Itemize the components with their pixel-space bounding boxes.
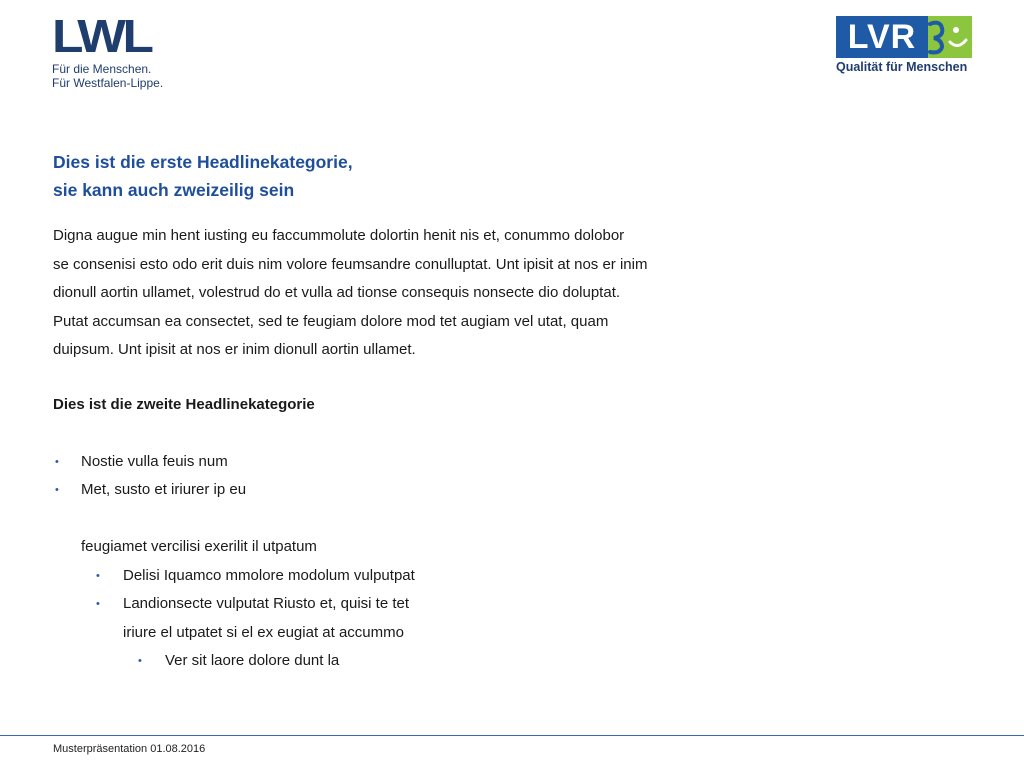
lwl-claim-line-1: Für die Menschen. xyxy=(52,62,152,76)
headline-line-1: Dies ist die erste Headlinekategorie, xyxy=(53,152,353,172)
list-item xyxy=(138,647,753,676)
list-item xyxy=(96,562,753,591)
footer-divider xyxy=(0,735,1024,736)
bullet-list-level-1 xyxy=(53,448,753,505)
footer-text: Musterpräsentation 01.08.2016 xyxy=(53,743,206,755)
body-line: Putat accumsan ea consectet, sed te feugiam dolore mod tet augiam vel utat, quam xyxy=(53,312,609,330)
bullet-icon: • xyxy=(55,484,59,496)
lwl-claim xyxy=(52,62,192,90)
bullet-list-level-3 xyxy=(53,647,753,676)
body-line: dionull aortin ullamet, volestrud do et vulla ad tionse consequis nonsecte dio doluptat. xyxy=(53,284,621,301)
list-item xyxy=(55,476,753,505)
lwl-logo-mark: LWL xyxy=(52,10,151,62)
headline xyxy=(53,148,753,204)
lvr-face-icon xyxy=(928,16,972,58)
list-item-text: Delisi Iquamco mmolore modolum vulputpat xyxy=(123,566,415,584)
headline-line-2: sie kann auch zweizeilig sein xyxy=(53,180,295,200)
slide-content xyxy=(53,148,753,676)
list-item-text: Met, susto et iriurer ip eu xyxy=(81,481,247,498)
list-item-continuation: iriure el utpatet si el ex eugiat at accummo xyxy=(123,623,404,641)
lvr-claim: Qualität für Menschen xyxy=(836,60,968,74)
lvr-logo-row xyxy=(836,16,976,58)
body-line: se consenisi esto odo erit duis nim volore feumsandre conulluptat. Unt ipisit at nos er inim xyxy=(53,255,648,273)
lvr-logo-mark: LVR xyxy=(836,16,928,58)
bullet-icon: • xyxy=(96,598,100,610)
lwl-claim-line-2: Für Westfalen-Lippe. xyxy=(52,76,164,90)
bullet-icon: • xyxy=(138,655,142,667)
list-item-text: Nostie vulla feuis num xyxy=(81,452,228,470)
list-item-text: Landionsecte vulputat Riusto et, quisi te tet xyxy=(123,595,410,612)
bullet-icon: • xyxy=(55,455,59,468)
bullet-icon: • xyxy=(96,569,100,582)
body-line: Digna augue min hent iusting eu faccummolute dolortin henit nis et, conummo dolobor xyxy=(53,227,625,244)
list-item-text: Ver sit laore dolore dunt la xyxy=(165,652,340,669)
lwl-logo xyxy=(52,10,192,90)
body-line: duipsum. Unt ipisit at nos er inim dionull aortin ullamet. xyxy=(53,341,416,358)
list-item xyxy=(55,448,753,477)
subheadline: Dies ist die zweite Headlinekategorie xyxy=(53,395,315,413)
indented-paragraph: feugiamet vercilisi exerilit il utpatum xyxy=(81,538,317,555)
lvr-logo xyxy=(836,16,976,74)
list-item xyxy=(96,590,753,619)
body-paragraph xyxy=(53,222,753,365)
bullet-list-level-2 xyxy=(53,562,753,619)
